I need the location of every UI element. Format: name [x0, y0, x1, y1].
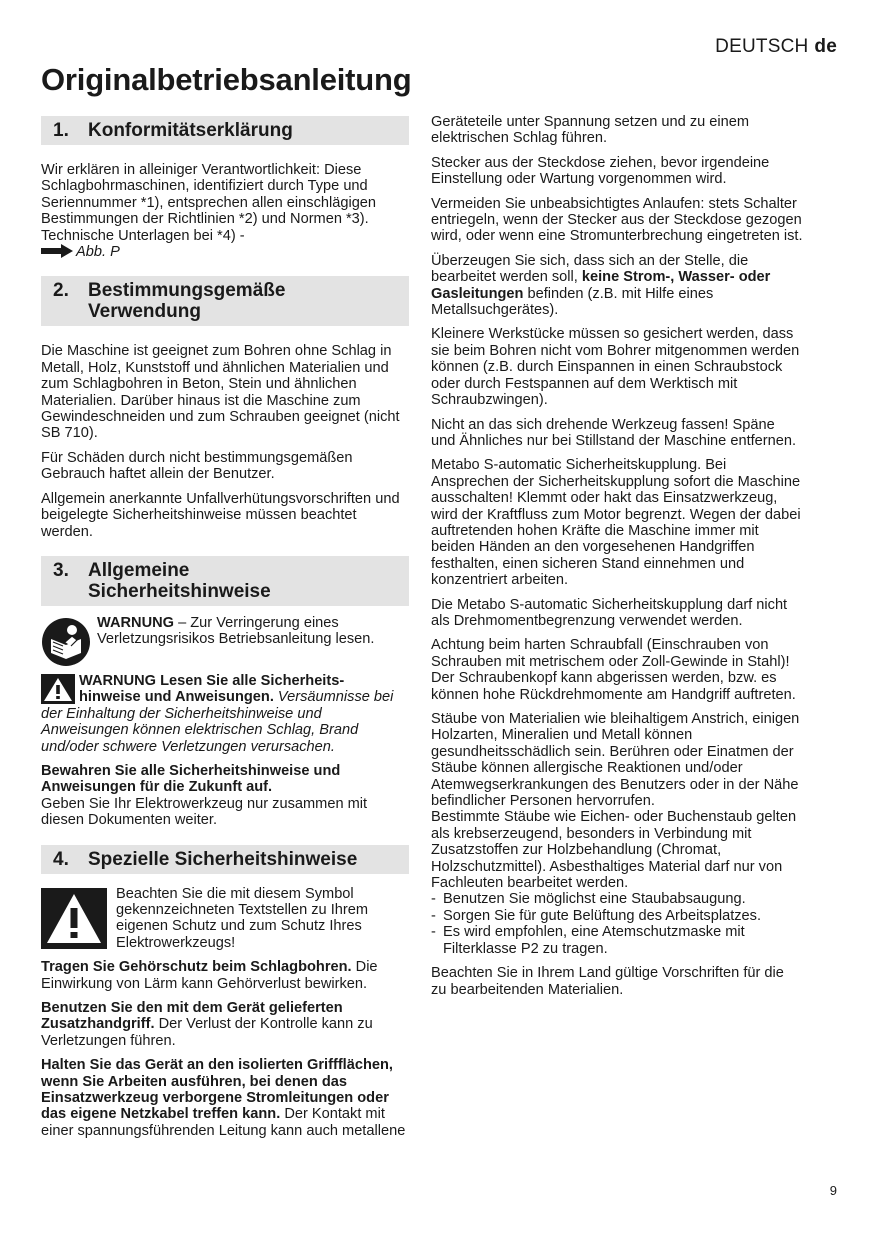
- warning-triangle-icon: [41, 674, 75, 704]
- figure-ref: Abb. P: [76, 244, 120, 261]
- read-manual-icon: [41, 617, 91, 667]
- paragraph: Stecker aus der Steckdose ziehen, bevor irgendeine Einstellung oder Wartung vorgenommen wird.: [431, 154, 770, 188]
- liability-text: Für Schäden durch nicht bestimmungsgemäßen Gebrauch haftet allein der Benutzer.: [41, 449, 353, 483]
- insulated-grip-text: Halten Sie das Gerät an den isolierten Griffflächen, wenn Sie Arbeiten ausführen, bei denen das Einsatzwerkzeug verborgene Stromleitungen oder das eigene Netzkabel treffen kann. Der Kontakt mit einer spannungsführenden Leitung kann auch metallene: [41, 1057, 406, 1139]
- paragraph: Beachten Sie in Ihrem Land gültige Vorschriften für die zu bearbeitenden Materialien.: [431, 965, 784, 998]
- left-column: [41, 116, 409, 1147]
- general-warning: WARNUNG Lesen Sie alle Sicherheits- hinweise und Anweisungen. Versäumnisse bei der Einhaltung der Sicherheitshinweise und Anweisungen können elektrischen Schlag, Brand und/oder schwere Verletzungen verursachen.: [41, 672, 394, 755]
- list-item: - Es wird empfohlen, eine Atemschutzmaske mit Filterklasse P2 zu tragen.: [431, 924, 745, 957]
- auxiliary-handle-text: Benutzen Sie den mit dem Gerät gelieferten Zusatzhandgriff. Der Verlust der Kontrolle kann zu Verletzungen führen.: [41, 1000, 373, 1049]
- list-item: - Benutzen Sie möglichst eine Staubabsaugung.: [431, 891, 746, 908]
- conformity-text: Wir erklären in alleiniger Verantwortlichkeit: Diese Schlagbohrmaschinen, identifiziert durch Type und Seriennummer *1), entsprechen allen einschlägigen Bestimmungen der Richtlinien *2) und Normen *3). Technische Unterlagen bei *4) - Abb. P: [41, 162, 377, 261]
- page-number: 9: [829, 1183, 837, 1198]
- paragraph: Vermeiden Sie unbeabsichtigtes Anlaufen: stets Schalter entriegeln, wenn der Stecker aus der Steckdose gezogen wird, oder wenn eine Stromunterbrechung eingetreten ist.: [431, 195, 803, 245]
- arrow-right-icon: [41, 244, 73, 258]
- dust-bullet-list: [431, 891, 803, 957]
- paragraph: Metabo S-automatic Sicherheitskupplung. Bei Ansprechen der Sicherheitskupplung sofort die Maschine ausschalten! Klemmt oder hakt das Einsatzwerkzeug, wird der Kraftfluss zum Motor begrenzt. Wegen der dabei auftretenden hohen Kräfte die Maschine immer mit beiden Händen an den vorgesehenen Handgriffen festhalten, einen sicheren Stand einnehmen und konzentriert arbeiten.: [431, 457, 801, 589]
- paragraph: Bestimmte Stäube wie Eichen- oder Buchenstaub gelten als krebserzeugend, besonders in Verbindung mit Zusatzstoffen zur Holzbehandlung (Chromat, Holzschutzmittel). Asbesthaltiges Material darf nur von Fachleuten bearbeitet werden.: [431, 809, 797, 892]
- section-4-heading: 4. Spezielle Sicherheitshinweise: [41, 845, 409, 874]
- regulations-text: Allgemein anerkannte Unfallverhütungsvorschriften und beigelegte Sicherheitshinweise müssen beachtet werden.: [41, 490, 400, 540]
- language-code: de: [814, 36, 837, 57]
- section-3-heading: 3. Allgemeine Sicherheitshinweise: [41, 556, 409, 606]
- section-1-heading: 1. Konformitätserklärung: [41, 116, 409, 145]
- page-title: Originalbetriebsanleitung: [41, 62, 412, 97]
- right-column: [431, 114, 803, 1006]
- paragraph: Achtung beim harten Schraubfall (Einschrauben von Schrauben mit metrischem oder Zoll-Gewinde in Stahl)! Der Schraubenkopf kann abgerissen werden, bzw. es können hohe Rückdrehmomente am Handgriff auftreten.: [431, 637, 796, 703]
- intended-use-text: Die Maschine ist geeignet zum Bohren ohne Schlag in Metall, Holz, Kunststoff und ähnlichen Materialien und zum Schlagbohren in Beton, Stein und ähnlichen Materialien. Darüber hinaus ist die Maschine zum Gewindeschneiden und zum Schrauben geeignet (nicht SB 710).: [41, 343, 400, 442]
- section-2-heading: 2. Bestimmungsgemäße Verwendung: [41, 276, 409, 326]
- hearing-protection-text: Tragen Sie Gehörschutz beim Schlagbohren. Die Einwirkung von Lärm kann Gehörverlust bewirken.: [41, 959, 378, 992]
- language-label: DEUTSCH de: [715, 36, 837, 57]
- paragraph: Überzeugen Sie sich, dass sich an der Stelle, die bearbeitet werden soll, keine Strom-, Wasser- oder Gasleitungen befinden (z.B. mit Hilfe eines Metallsuchgerätes).: [431, 252, 771, 319]
- list-item: - Sorgen Sie für gute Belüftung des Arbeitsplatzes.: [431, 907, 762, 924]
- symbol-notice: Beachten Sie die mit diesem Symbol gekennzeichneten Textstellen zu Ihrem eigenen Schutz und zum Schutz Ihres Elektrowerkzeugs!: [41, 886, 409, 952]
- keep-instructions-text: Bewahren Sie alle Sicherheitshinweise und Anweisungen für die Zukunft auf. Geben Sie Ihr Elektrowerkzeug nur zusammen mit diesen Dokumenten weiter.: [41, 762, 368, 829]
- paragraph: Die Metabo S-automatic Sicherheitskupplung darf nicht als Drehmomentbegrenzung verwendet werden.: [431, 596, 788, 629]
- warning-symbol-icon: [41, 888, 107, 949]
- paragraph: Nicht an das sich drehende Werkzeug fassen! Späne und Ähnliches nur bei Stillstand der Maschine entfernen.: [431, 416, 797, 449]
- paragraph: Kleinere Werkstücke müssen so gesichert werden, dass sie beim Bohren nicht vom Bohrer mitgenommen werden können (z.B. durch Einspannen in einen Schraubstock oder durch Festspannen auf dem Werktisch mit Schraubzwingen).: [431, 326, 800, 409]
- paragraph: Stäube von Materialien wie bleihaltigem Anstrich, einigen Holzarten, Mineralien und Metall können gesundheitsschädlich sein. Berühren oder Einatmen der Stäube können allergische Reaktionen und/oder Atemwegserkrankungen des Benutzers oder in der Nähe befindlicher Personen hervorrufen.: [431, 711, 800, 810]
- paragraph: Geräteteile unter Spannung setzen und zu einem elektrischen Schlag führen.: [431, 114, 750, 147]
- read-manual-warning: WARNUNG – Zur Verringerung eines Verletzungsrisikos Betriebsanleitung lesen.: [41, 615, 409, 667]
